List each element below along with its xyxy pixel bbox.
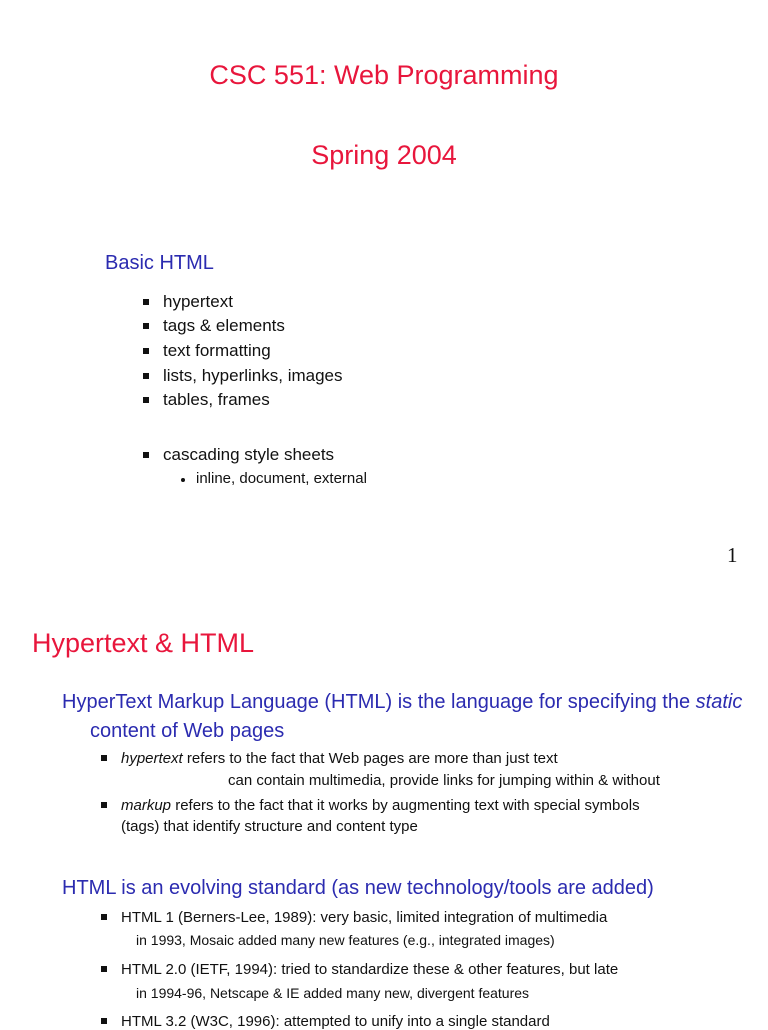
square-bullet-icon <box>143 397 149 403</box>
square-bullet-icon <box>101 755 107 761</box>
list-item-note: in 1993, Mosaic added many new features (e.g., integrated images) <box>136 932 555 948</box>
slide-subtitle: Spring 2004 <box>311 140 457 170</box>
list-item: hypertext refers to the fact that Web pages are more than just text <box>121 750 558 767</box>
list-item: hypertext <box>163 292 233 312</box>
square-bullet-icon <box>101 1018 107 1024</box>
list-item-note: in 1994-96, Netscape & IE added many new, divergent features <box>136 985 530 1001</box>
list-item: cascading style sheets <box>163 445 334 465</box>
page-number: 1 <box>727 543 738 567</box>
list-item: tags & elements <box>163 316 285 336</box>
square-bullet-icon <box>101 802 107 808</box>
list-item-continuation: (tags) that identify structure and content type <box>121 818 418 835</box>
slide-title: Hypertext & HTML <box>32 628 255 658</box>
list-item: text formatting <box>163 341 271 361</box>
square-bullet-icon <box>143 452 149 458</box>
square-bullet-icon <box>143 323 149 329</box>
slide-title: CSC 551: Web Programming <box>209 60 559 90</box>
list-item: HTML 1 (Berners-Lee, 1989): very basic, limited integration of multimedia <box>121 909 607 926</box>
square-bullet-icon <box>143 348 149 354</box>
square-bullet-icon <box>143 373 149 379</box>
list-item: HTML 2.0 (IETF, 1994): tried to standardize these & other features, but late <box>121 961 618 978</box>
list-item-continuation: can contain multimedia, provide links for jumping within & without <box>228 772 660 789</box>
sub-list-item: inline, document, external <box>196 470 367 487</box>
paragraph-line: HTML is an evolving standard (as new technology/tools are added) <box>62 877 654 899</box>
list-item: tables, frames <box>163 390 270 410</box>
square-bullet-icon <box>143 299 149 305</box>
section-heading: Basic HTML <box>105 252 214 274</box>
list-item: HTML 3.2 (W3C, 1996): attempted to unify into a single standard <box>121 1013 550 1030</box>
round-bullet-icon <box>181 478 185 482</box>
list-item: lists, hyperlinks, images <box>163 366 343 386</box>
list-item: markup refers to the fact that it works by augmenting text with special symbols <box>121 797 640 814</box>
paragraph-line: content of Web pages <box>90 720 285 742</box>
square-bullet-icon <box>101 966 107 972</box>
square-bullet-icon <box>101 914 107 920</box>
paragraph-line: HyperText Markup Language (HTML) is the language for specifying the static <box>62 691 743 713</box>
